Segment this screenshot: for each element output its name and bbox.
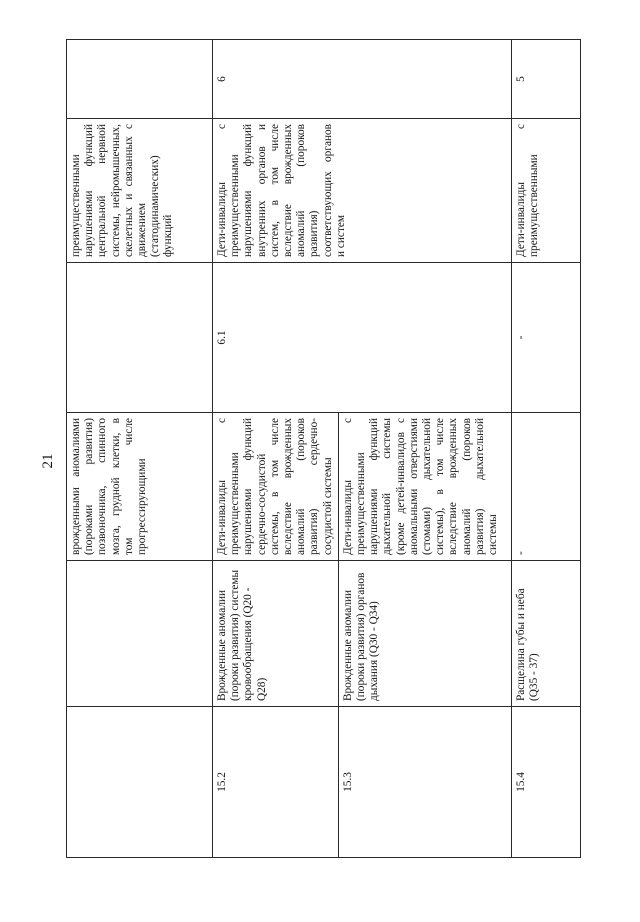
table-row-15-2	[213, 40, 339, 858]
cell-value: 6	[213, 40, 512, 119]
cell-category-text: Дети-инвалиды с преимущественными нарушениями функций внутренних органов и систем, в том числе вследствие врожденных аномалий (пороков развития) соответствующих органов и систем	[213, 119, 512, 263]
cell-row-number: 15.3	[338, 707, 511, 858]
cell-category-code	[67, 263, 213, 413]
cell-criteria-text: Дети-инвалиды с преимущественными нарушениями функций дыхательной системы (кроме детей-инвалидов с аномальными отверстиями (стомами) дыхательной системы), в том числе вследствие врожденных аномалий (пороков развития) дыхательной системы	[338, 413, 511, 561]
page-number: 21	[40, 453, 56, 469]
cell-disease-name: Врожденные аномалии (пороки развития) системы кровообращения (Q20 - Q28)	[213, 561, 339, 707]
cell-value: 5	[511, 40, 580, 119]
cell-category-code: 6.1	[213, 263, 512, 413]
cell-disease-name: Расщелина губы и неба (Q35 - 37)	[511, 561, 580, 707]
table-row-15-4	[511, 40, 580, 858]
cell-criteria-text: -	[511, 413, 580, 561]
cell-row-number: 15.4	[511, 707, 580, 858]
disability-table	[66, 39, 581, 858]
cell-row-number: 15.2	[213, 707, 339, 858]
cell-criteria-text: врожденными аномалиями (пороками развития) позвоночника, спинного мозга, грудной клетки, в том числе прогрессирующими	[67, 413, 213, 561]
cell-row-number	[67, 707, 213, 858]
cell-disease-name: Врожденные аномалии (пороки развития) органов дыхания (Q30 - Q34)	[338, 561, 511, 707]
cell-criteria-text: Дети-инвалиды с преимущественными нарушениями функций сердечно-сосудистой системы, в том числе вследствие врожденных аномалий (пороков развития) сердечно-сосудистой системы	[213, 413, 339, 561]
table-rotator	[66, 40, 578, 858]
cell-value	[67, 40, 213, 119]
table-row-continuation	[67, 40, 213, 858]
cell-category-code: -	[511, 263, 580, 413]
cell-disease-name	[67, 561, 213, 707]
cell-category-text: Дети-инвалиды с преимущественными	[511, 119, 580, 263]
cell-category-text: преимущественными нарушениями функций центральной нервной системы, нейромышечных, скелетных и связанных с движением (статодинамических) функций	[67, 119, 213, 263]
